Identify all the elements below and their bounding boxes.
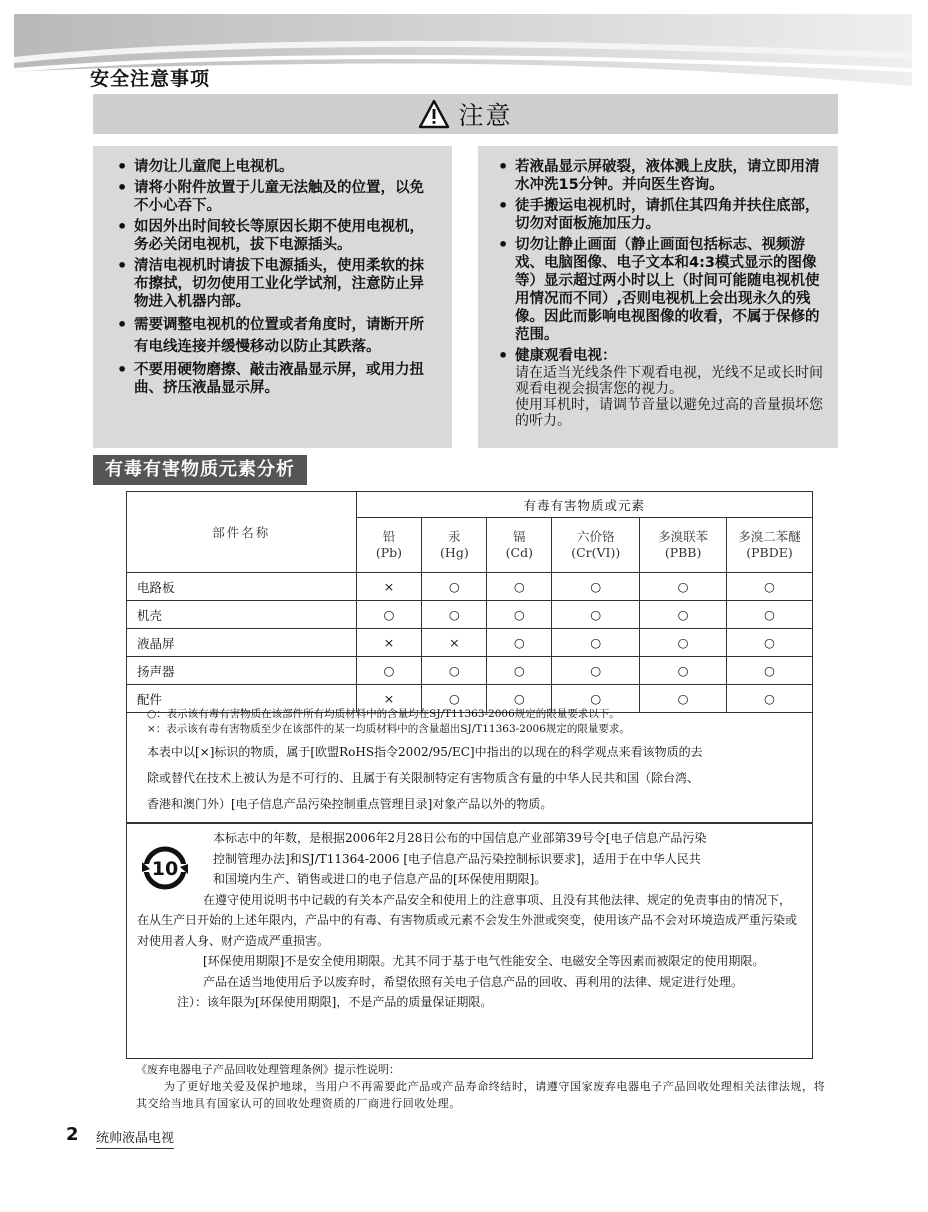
mark-cell: ○ [422, 685, 487, 713]
mark-cell: ○ [422, 601, 487, 629]
mark-cell: ○ [487, 685, 552, 713]
mark-cell: ○ [552, 573, 640, 601]
hazard-section-title: 有毒有害物质元素分析 [93, 455, 307, 485]
mark-cell: ○ [487, 601, 552, 629]
footer-brand: 统帅液晶电视 [96, 1127, 174, 1149]
substance-header: 汞 (Hg) [422, 518, 487, 573]
mark-cell: ○ [640, 573, 727, 601]
mark-cell: ○ [552, 629, 640, 657]
substance-header: 六价铬 (Cr(VI)) [552, 518, 640, 573]
caution-title: 注意 [458, 101, 513, 130]
caution-item: • 清洁电视机时请拔下电源插头，使用柔软的抹布擦拭，切勿使用工业化学试剂，注意防止异物进入机器内部。 [117, 257, 438, 311]
mark-cell: ○ [552, 685, 640, 713]
recycling-notice-title: 《废弃电器电子产品回收处理管理条例》提示性说明： [136, 1063, 400, 1076]
caution-list-right [478, 146, 838, 448]
part-name-header: 部件名称 [127, 492, 357, 573]
table-row [127, 573, 813, 601]
note-body: 本表中以[×]标识的物质，属于[欧盟RoHS指令2002/95/EC]中指出的以现在的科学观点来看该物质的去 除或替代在技术上被认为是不可行的、且属于有关限制特定有害物质含有量的中华人民共和国（除台湾、 香港和澳门外）[电子信息产品污染控制重点管理目录]对象产品以外的物质。 [147, 745, 703, 811]
health-advice-line: 请在适当光线条件下观看电视，光线不足或长时间观看电视会损害您的视力。 [515, 365, 823, 397]
mark-cell: ○ [640, 601, 727, 629]
epup-paragraph: 在遵守使用说明书中记载的有关本产品安全和使用上的注意事项、且没有其他法律、规定的免责事由的情况下，在从生产日开始的上述年限内，产品中的有毒、有害物质或元素不会发生外泄或突变，使用该产品不会对环境造成严重污染或对使用者人身、财产造成严重损害。 [137, 892, 798, 948]
mark-cell: ○ [727, 573, 813, 601]
warning-triangle-icon [418, 99, 450, 129]
mark-cell: ○ [552, 657, 640, 685]
mark-cell: ○ [640, 657, 727, 685]
mark-cell: ○ [356, 657, 422, 685]
hazard-substance-table [126, 491, 813, 713]
caution-item: • 不要用硬物磨擦、敲击液晶显示屏，或用力扭曲、挤压液晶显示屏。 [117, 361, 438, 397]
part-name: 液晶屏 [127, 629, 357, 657]
mark-cell: × [422, 629, 487, 657]
part-name: 机壳 [127, 601, 357, 629]
mark-cell: × [356, 629, 422, 657]
table-row [127, 601, 813, 629]
mark-cell: ○ [422, 573, 487, 601]
mark-cell: ○ [640, 629, 727, 657]
recycle-period-10-icon [139, 842, 191, 894]
mark-cell: ○ [422, 657, 487, 685]
part-name: 配件 [127, 685, 357, 713]
hazard-notes [126, 697, 813, 823]
mark-cell: ○ [727, 601, 813, 629]
substance-header: 多溴联苯 (PBB) [640, 518, 727, 573]
caution-item: • 健康观看电视： 请在适当光线条件下观看电视，光线不足或长时间观看电视会损害您的视力。 使用耳机时，请调节音量以避免过高的音量损坏您的听力。 [498, 347, 828, 429]
substance-header: 铅 (Pb) [356, 518, 422, 573]
caution-item: • 如因外出时间较长等原因长期不使用电视机，务必关闭电视机，拔下电源插头。 [117, 218, 438, 254]
note-circle-meaning: ○：表示该有毒有害物质在该部件所有均质材料中的含量均在SJ/T11363-2006规定的限量要求以下。 [147, 708, 620, 720]
epup-logo-number: 10 [151, 858, 179, 880]
health-advice-line: 使用耳机时，请调节音量以避免过高的音量损坏您的听力。 [515, 397, 823, 429]
epup-paragraph: 产品在适当地使用后予以废弃时，希望依照有关电子信息产品的回收、再利用的法律、规定进行处理。 [203, 974, 744, 989]
mark-cell: ○ [487, 657, 552, 685]
caution-item: • 请将小附件放置于儿童无法触及的位置，以免不小心吞下。 [117, 179, 438, 215]
mark-cell: ○ [640, 685, 727, 713]
mark-cell: ○ [487, 629, 552, 657]
mark-cell: ○ [727, 629, 813, 657]
note-cross-meaning: ×：表示该有毒有害物质至少在该部件的某一均质材料中的含量超出SJ/T11363-2006规定的限量要求。 [147, 723, 630, 735]
caution-list-left [93, 146, 452, 448]
page-number: 2 [66, 1124, 79, 1145]
part-name: 扬声器 [127, 657, 357, 685]
epup-paragraph: 本标志中的年数，是根据2006年2月28日公布的中国信息产业部第39号令[电子信息产品污染 控制管理办法]和SJ/T11364-2006 [电子信息产品污染控制标识要求]，适用于在中华人民共 和国境内生产、销售或进口的电子信息产品的[环保使用期限]。 [213, 831, 707, 886]
mark-cell: ○ [356, 601, 422, 629]
caution-item: • 请勿让儿童爬上电视机。 [117, 158, 438, 176]
caution-item: • 切勿让静止画面（静止画面包括标志、视频游戏、电脑图像、电子文本和4:3模式显示的图像等）显示超过两小时以上（时间可能随电视机使用情况而不同）,否则电视机上会出现永久的残像。因此而影响电视图像的收看，不属于保修的范围。 [498, 236, 828, 344]
part-name: 电路板 [127, 573, 357, 601]
caution-banner [93, 94, 838, 134]
table-row [127, 657, 813, 685]
mark-cell: × [356, 685, 422, 713]
mark-cell: ○ [487, 573, 552, 601]
epup-paragraph: [环保使用期限]不是安全使用期限。尤其不同于基于电气性能安全、电磁安全等因素而被限定的使用期限。 [203, 954, 765, 968]
table-row [127, 629, 813, 657]
recycling-notice [136, 1061, 826, 1112]
caution-item: • 若液晶显示屏破裂，液体溅上皮肤，请立即用清水冲洗15分钟。并向医生咨询。 [498, 158, 828, 194]
page-section-title: 安全注意事项 [90, 68, 211, 90]
substance-header: 多溴二苯醚 (PBDE) [727, 518, 813, 573]
epup-note: 注）：该年限为[环保使用期限]，不是产品的质量保证期限。 [177, 995, 493, 1009]
substance-group-header: 有毒有害物质或元素 [356, 492, 812, 518]
mark-cell: ○ [727, 685, 813, 713]
mark-cell: × [356, 573, 422, 601]
caution-item: • 需要调整电视机的位置或者角度时，请断开所有电线连接并缓慢移动以防止其跌落。 [117, 314, 438, 358]
caution-item: • 徒手搬运电视机时，请抓住其四角并扶住底部，切勿对面板施加压力。 [498, 197, 828, 233]
environmental-use-period-box [126, 823, 813, 1059]
mark-cell: ○ [727, 657, 813, 685]
mark-cell: ○ [552, 601, 640, 629]
recycling-notice-body: 为了更好地关爱及保护地球，当用户不再需要此产品或产品寿命终结时，请遵守国家废弃电器电子产品回收处理相关法律法规，将其交给当地具有国家认可的回收处理资质的厂商进行回收处理。 [136, 1080, 826, 1110]
substance-header: 镉 (Cd) [487, 518, 552, 573]
